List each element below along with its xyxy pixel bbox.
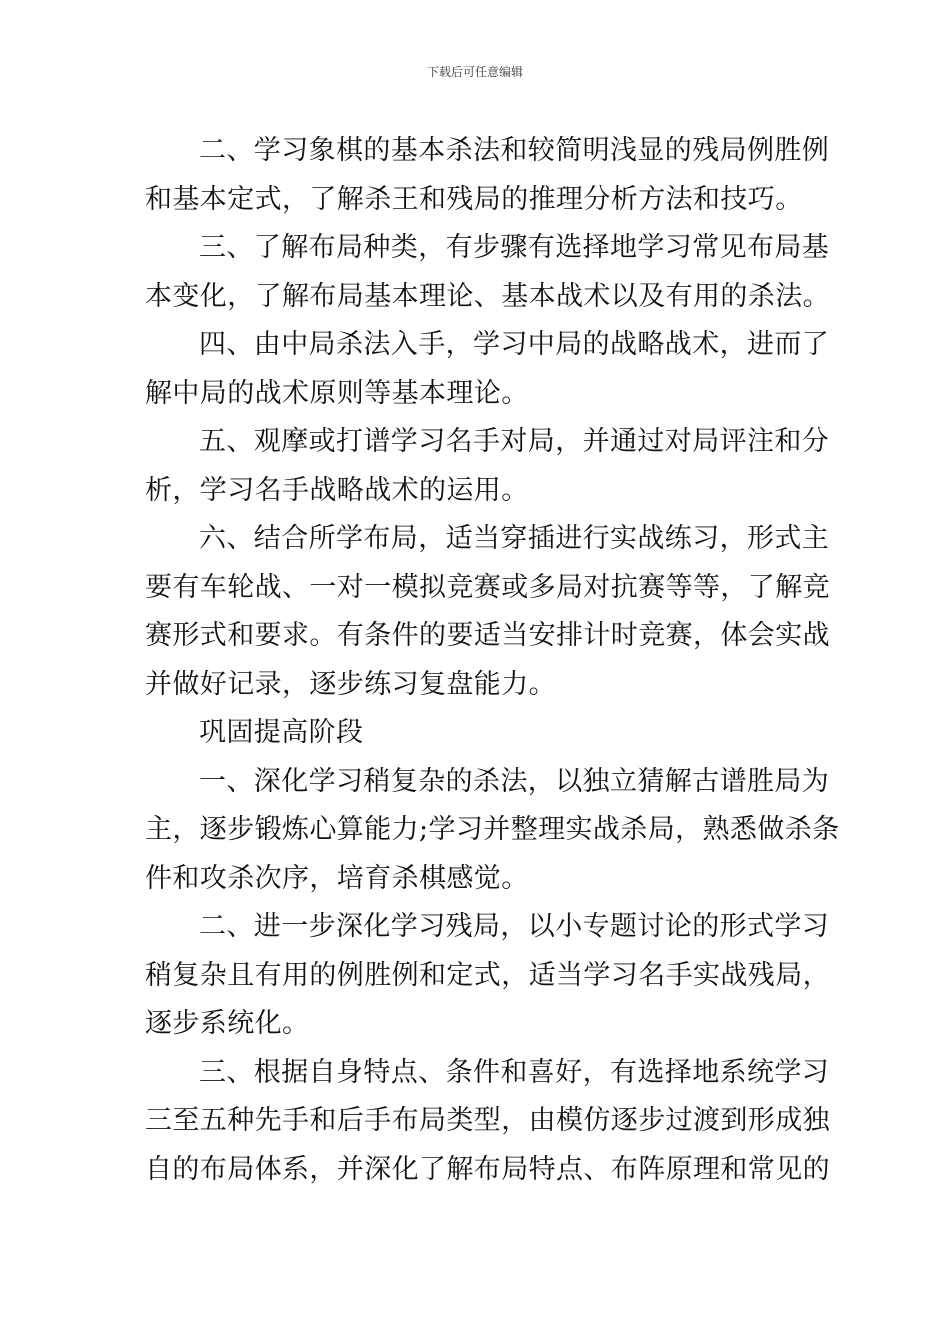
paragraph [145,903,830,1049]
document-body [145,127,840,1194]
text-line: 六、结合所学布局，适当穿插进行实战练习，形式主 [199,523,830,554]
text-line: 和基本定式，了解杀王和残局的推理分析方法和技巧。 [145,183,803,215]
paragraph [145,127,830,224]
text-line: 件和攻杀次序，培育杀棋感觉。 [145,862,529,894]
text-line: 三、了解布局种类，有步骤有选择地学习常见布局基 [199,232,830,263]
paragraph [145,418,830,515]
paragraph [145,224,830,321]
text-line: 赛形式和要求。有条件的要适当安排计时竞赛，体会实战 [145,620,830,651]
text-line: 解中局的战术原则等基本理论。 [145,377,529,409]
text-line: 五、观摩或打谱学习名手对局，并通过对局评注和分 [199,426,830,457]
paragraph [145,758,840,904]
text-line: 并做好记录，逐步练习复盘能力。 [145,668,556,700]
text-line: 自的布局体系，并深化了解布局特点、布阵原理和常见的 [145,1153,830,1185]
text-line: 一、深化学习稍复杂的杀法，以独立猜解古谱胜局为 [199,765,830,797]
text-line: 本变化，了解布局基本理论、基本战术以及有用的杀法。 [145,280,830,312]
paragraph [145,515,830,709]
text-line: 二、学习象棋的基本杀法和较简明浅显的残局例胜例 [199,135,830,166]
text-line: 析，学习名手战略战术的运用。 [145,474,529,506]
text-line: 要有车轮战、一对一模拟竞赛或多局对抗赛等等，了解竞 [145,571,830,603]
text-line: 巩固提高阶段 [199,717,364,748]
text-line: 稍复杂且有用的例胜例和定式，适当学习名手实战残局， [145,959,830,991]
section-heading [145,709,810,758]
paragraph [145,321,830,418]
text-line: 二、进一步深化学习残局，以小专题讨论的形式学习 [199,911,830,942]
text-line: 逐步系统化。 [145,1008,310,1039]
text-line: 四、由中局杀法入手，学习中局的战略战术，进而了 [199,329,830,360]
text-line: 主，逐步锻炼心算能力;学习并整理实战杀局，熟悉做杀条 [145,814,840,845]
paragraph [145,1049,830,1195]
text-line: 三、根据自身特点、条件和喜好，有选择地系统学习 [199,1056,830,1088]
text-line: 三至五种先手和后手布局类型，由模仿逐步过渡到形成独 [145,1105,830,1136]
page-header: 下载后可任意编辑 [426,65,523,79]
